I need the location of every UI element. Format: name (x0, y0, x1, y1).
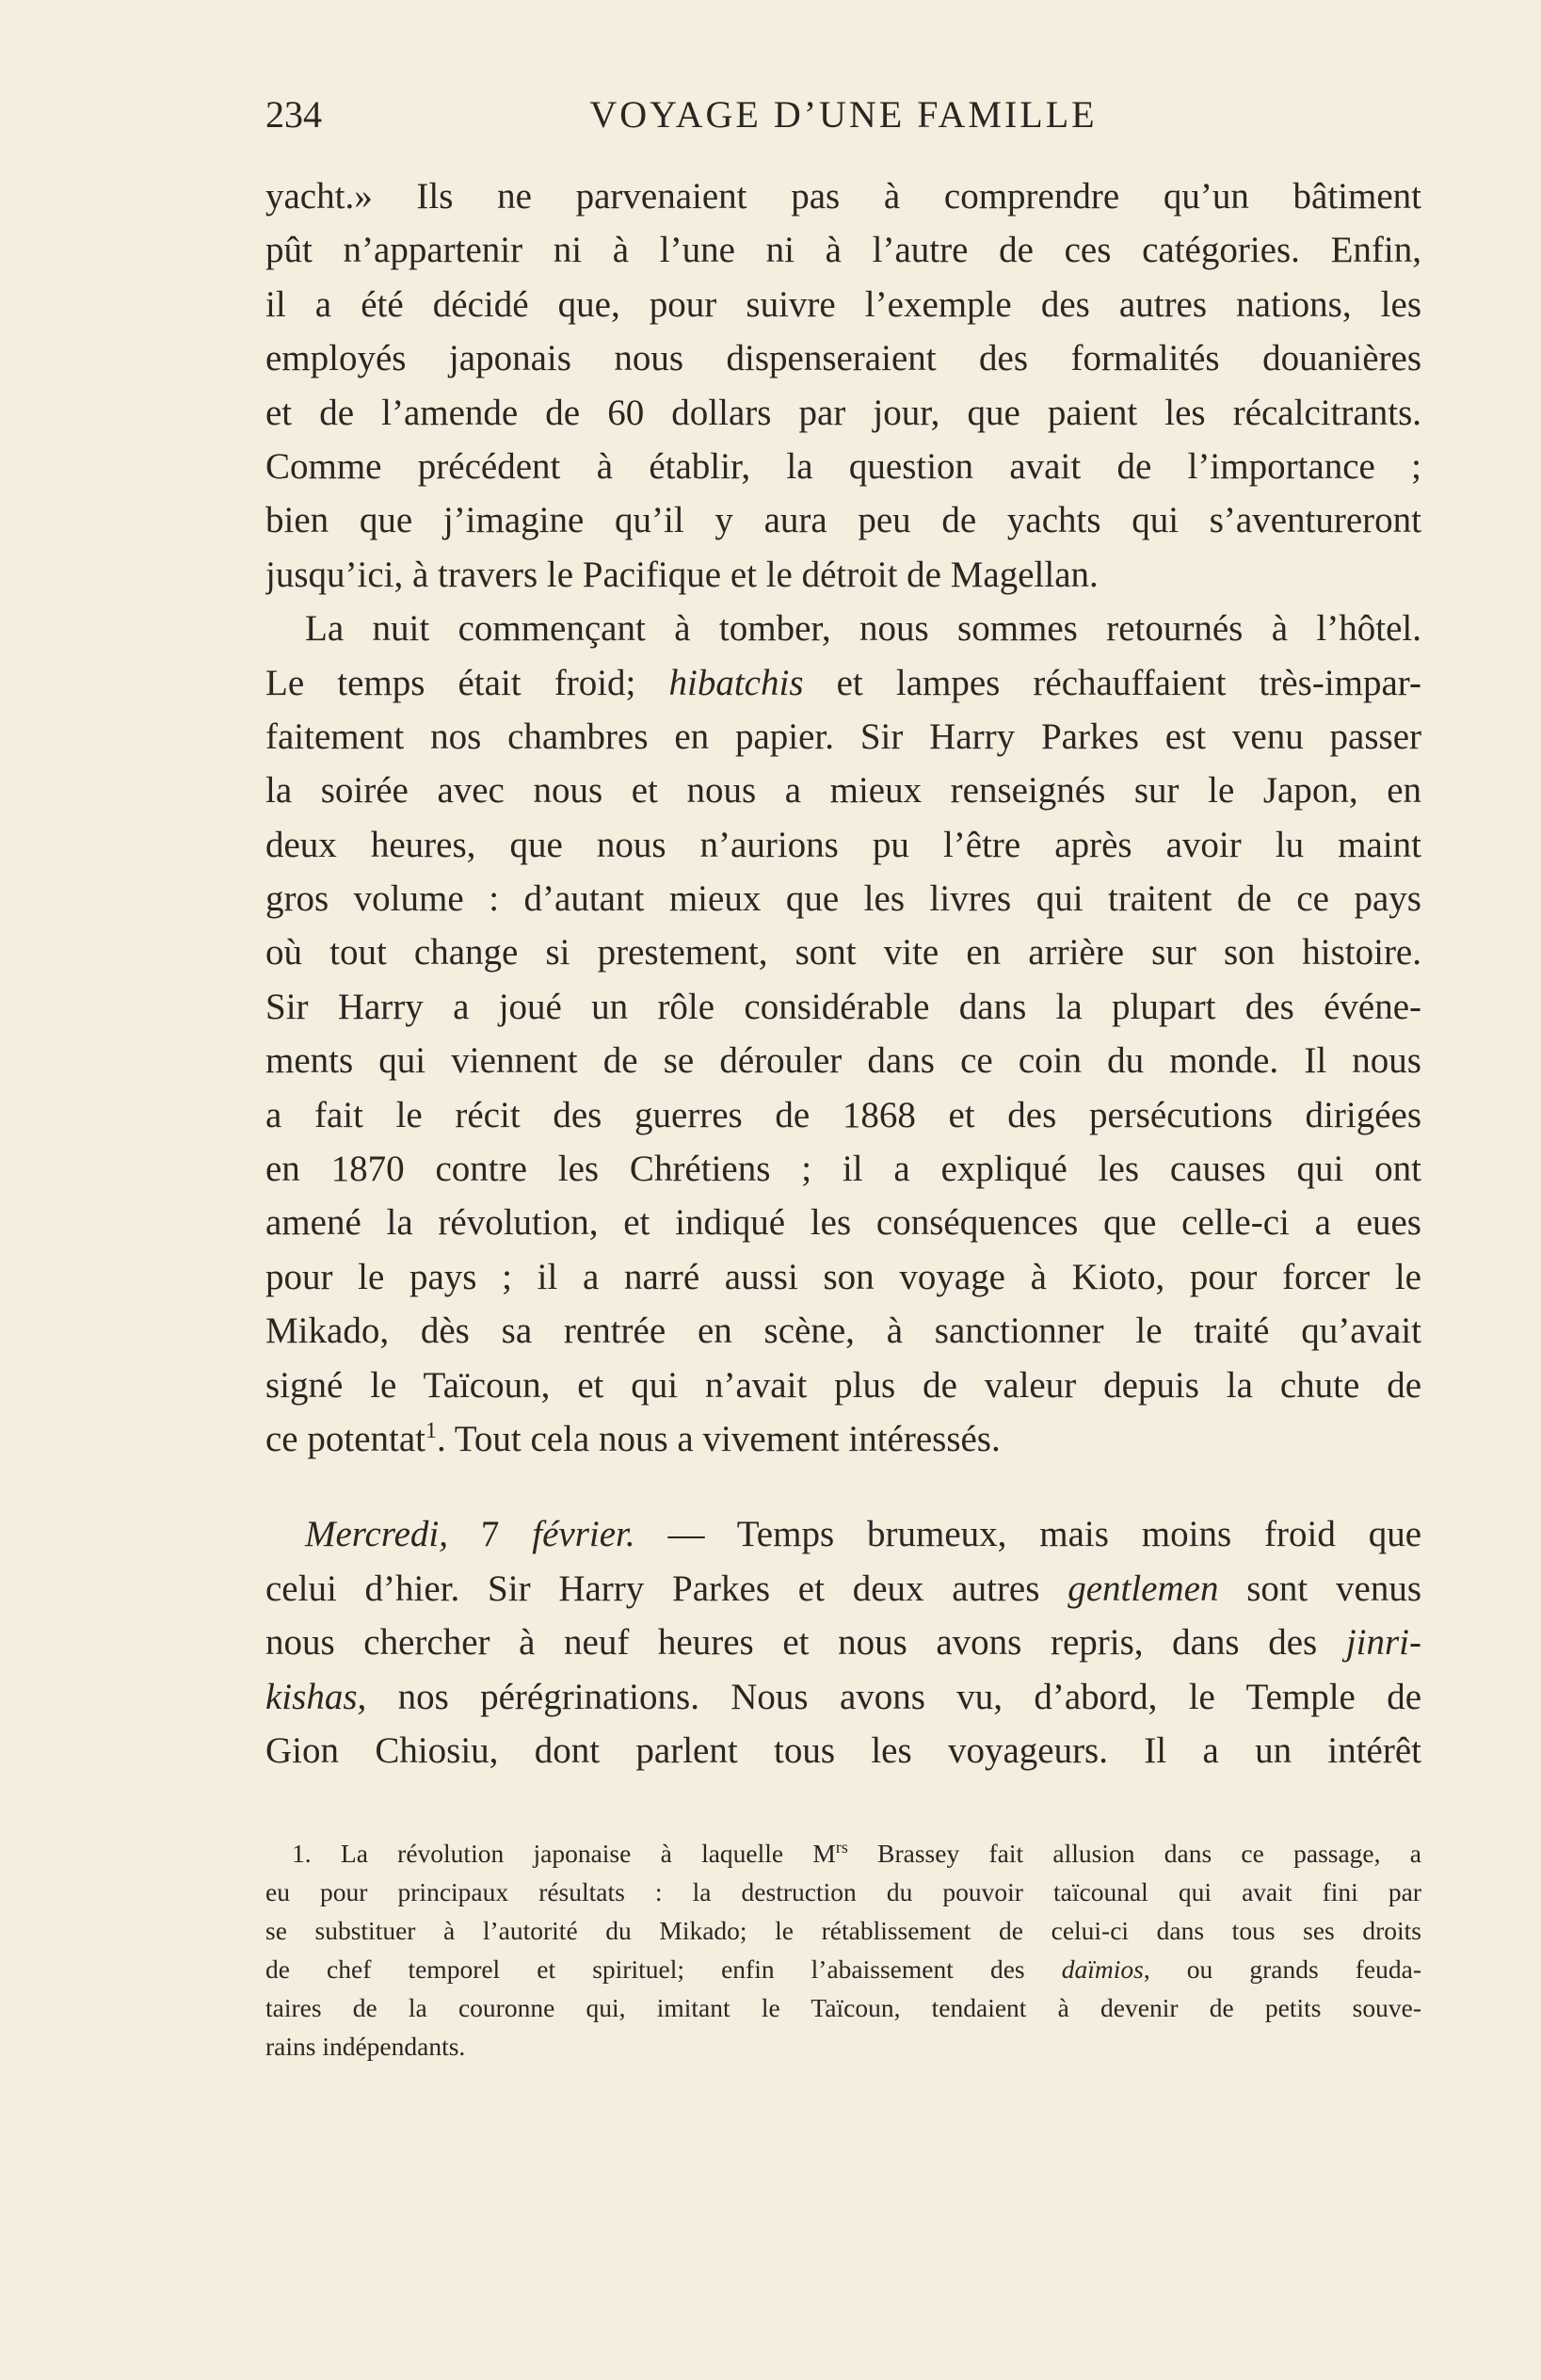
text-line: gros volume : d’autant mieux que les livres qui traitent de ce pays (265, 878, 1421, 920)
text-line: deux heures, que nous n’aurions pu l’être après avoir lu maint (265, 824, 1421, 865)
footnote-line: rains indépendants. (265, 2032, 466, 2061)
text-line: Sir Harry a joué un rôle considérable dans la plupart des événe- (265, 986, 1421, 1027)
text-run: — Temps brumeux, mais moins froid que (667, 1514, 1421, 1555)
text-line: il a été décidé que, pour suivre l’exemple des autres nations, les (265, 283, 1421, 325)
text-run: ce potentat (265, 1418, 425, 1459)
text-run: . Tout cela nous a vivement intéressés. (437, 1418, 1001, 1459)
text-run: sont venus (1246, 1568, 1421, 1609)
italic-date: Mercredi, (305, 1514, 448, 1555)
text-line: pour le pays ; il a narré aussi son voyage à Kioto, pour forcer le (265, 1256, 1421, 1297)
text-line: Gion Chiosiu, dont parlent tous les voyageurs. Il a un intérêt (265, 1729, 1421, 1771)
text-line: et de l’amende de 60 dollars par jour, que paient les récalcitrants. (265, 392, 1421, 433)
footnotes (265, 1834, 1421, 2066)
italic-date: février. (532, 1514, 635, 1555)
text-line: en 1870 contre les Chrétiens ; il a expliqué les causes qui ont (265, 1149, 1421, 1190)
italic-term: kishas, (265, 1676, 367, 1717)
text-line: bien que j’imagine qu’il y aura peu de yachts qui s’aventureront (265, 500, 1421, 541)
italic-term: jinri- (1345, 1622, 1421, 1664)
text-line: pût n’appartenir ni à l’une ni à l’autre de ces catégories. Enfin, (265, 230, 1421, 271)
footnote-line: eu pour principaux résultats : la destruction du pouvoir taïcounal qui avait fini par (265, 1877, 1421, 1906)
text-run: nos pérégrinations. Nous avons vu, d’abord, le Temple de (397, 1676, 1421, 1717)
footnote-line (265, 1834, 1421, 1873)
text-line: la soirée avec nous et nous a mieux renseignés sur le Japon, en (265, 770, 1421, 812)
text-run: , ou grands feuda- (1143, 1954, 1421, 1984)
italic-term: daïmios (1061, 1954, 1144, 1984)
text-run: 7 (480, 1514, 500, 1555)
text-line: Mikado, dès sa rentrée en scène, à sanctionner le traité qu’avait (265, 1311, 1421, 1352)
text-run: nous chercher à neuf heures et nous avons repris, dans des (265, 1622, 1318, 1664)
page-header (265, 92, 1421, 143)
footnote-reference: 1 (425, 1418, 437, 1443)
text-line (265, 1412, 1421, 1466)
text-line (265, 1616, 1421, 1669)
footnote-line: taires de la couronne qui, imitant le Taïcoun, tendaient à devenir de petits souve- (265, 1993, 1421, 2022)
text-line (265, 1562, 1421, 1616)
running-title: VOYAGE D’UNE FAMILLE (589, 93, 1098, 136)
text-line: employés japonais nous dispenseraient des formalités douanières (265, 338, 1421, 379)
text-run: de chef temporel et spirituel; enfin l’abaissement des (265, 1954, 1025, 1984)
text-run: et lampes réchauffaient très-impar- (836, 662, 1421, 703)
text-line: amené la révolution, et indiqué les conséquences que celle-ci a eues (265, 1202, 1421, 1244)
text-line: La nuit commençant à tomber, nous sommes retournés à l’hôtel. (305, 608, 1421, 650)
text-line: faitement nos chambres en papier. Sir Harry Parkes est venu passer (265, 716, 1421, 757)
text-line (265, 1670, 1421, 1724)
italic-term: hibatchis (668, 662, 804, 703)
text-line: yacht.» Ils ne parvenaient pas à comprendre qu’un bâtiment (265, 176, 1421, 217)
text-line: Comme précédent à établir, la question avait de l’importance ; (265, 445, 1421, 487)
text-run: celui d’hier. Sir Harry Parkes et deux autres (265, 1568, 1040, 1609)
text-run: Brassey fait allusion dans ce passage, a (847, 1839, 1421, 1868)
text-line: ments qui viennent de se dérouler dans ce coin du monde. Il nous (265, 1040, 1421, 1082)
text-line: a fait le récit des guerres de 1868 et des persécutions dirigées (265, 1094, 1421, 1135)
superscript: rs (835, 1838, 848, 1857)
text-line (265, 1507, 1421, 1561)
footnote-line: se substituer à l’autorité du Mikado; le rétablissement de celui-ci dans tous ses droits (265, 1916, 1421, 1945)
text-line: signé le Taïcoun, et qui n’avait plus de valeur depuis la chute de (265, 1364, 1421, 1406)
page-number: 234 (265, 93, 322, 136)
text-line: jusqu’ici, à travers le Pacifique et le détroit de Magellan. (265, 554, 1099, 595)
text-run: 1. La révolution japonaise à laquelle M (292, 1839, 836, 1868)
footnote-line (265, 1950, 1421, 1988)
italic-term: gentlemen (1067, 1568, 1219, 1609)
text-line: où tout change si prestement, sont vite en arrière sur son histoire. (265, 932, 1421, 973)
text-line (265, 656, 1421, 710)
main-text (265, 169, 1421, 1777)
text-run: Le temps était froid; (265, 662, 636, 703)
